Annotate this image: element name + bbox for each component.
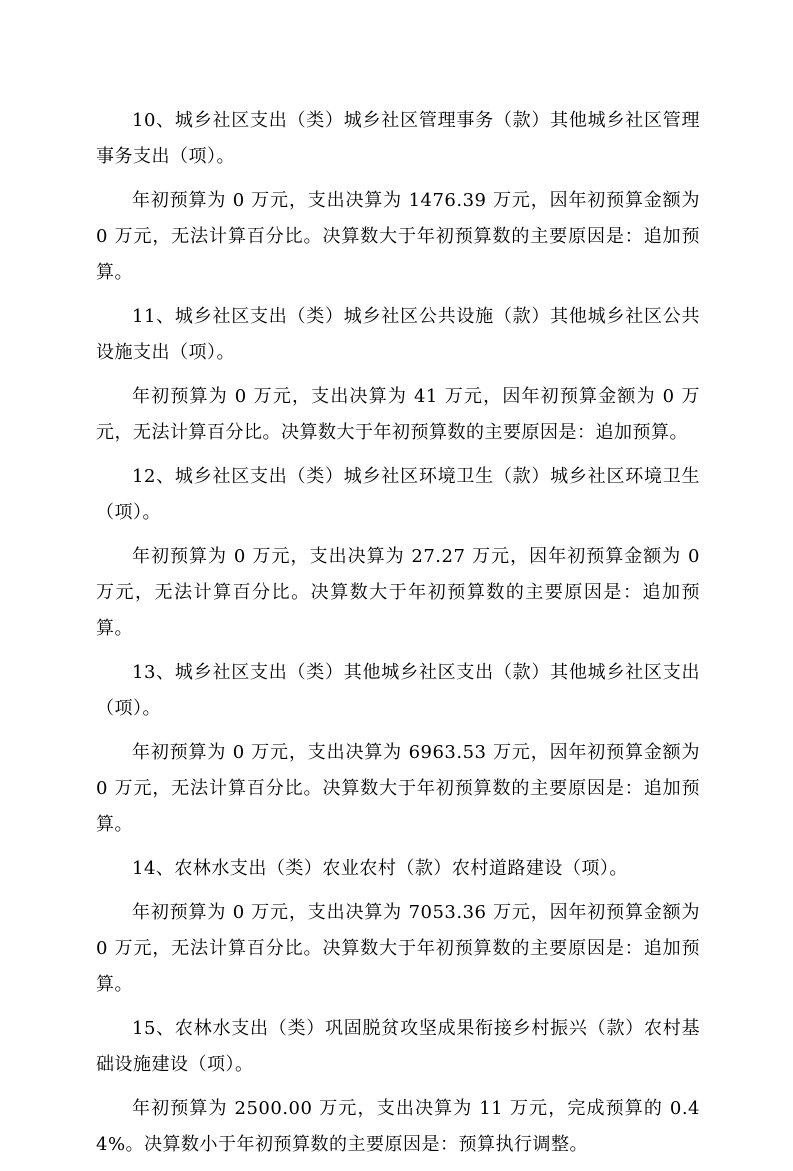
- document-page: [96, 103, 700, 1171]
- budget-item-description-12: 年初预算为 0 万元，支出决算为 27.27 万元，因年初预算金额为 0 万元，无法计算百分比。决算数大于年初预算数的主要原因是：追加预算。: [96, 546, 700, 639]
- budget-item-heading-10: 10、城乡社区支出（类）城乡社区管理事务（款）其他城乡社区管理事务支出（项）。: [96, 110, 700, 167]
- budget-item-heading-13: 13、城乡社区支出（类）其他城乡社区支出（款）其他城乡社区支出（项）。: [96, 662, 700, 719]
- budget-item-heading-11: 11、城乡社区支出（类）城乡社区公共设施（款）其他城乡社区公共设施支出（项）。: [96, 306, 700, 363]
- budget-item-heading-12: 12、城乡社区支出（类）城乡社区环境卫生（款）城乡社区环境卫生（项）。: [96, 466, 700, 523]
- budget-item-description-13: 年初预算为 0 万元，支出决算为 6963.53 万元，因年初预算金额为 0 万元，无法计算百分比。决算数大于年初预算数的主要原因是：追加预算。: [96, 742, 700, 835]
- budget-item-description-11: 年初预算为 0 万元，支出决算为 41 万元，因年初预算金额为 0 万元，无法计算百分比。决算数大于年初预算数的主要原因是：追加预算。: [96, 386, 700, 443]
- budget-item-heading-14: 14、农林水支出（类）农业农村（款）农村道路建设（项）。: [132, 858, 628, 879]
- budget-item-description-10: 年初预算为 0 万元，支出决算为 1476.39 万元，因年初预算金额为 0 万元，无法计算百分比。决算数大于年初预算数的主要原因是：追加预算。: [96, 190, 700, 283]
- budget-item-description-14: 年初预算为 0 万元，支出决算为 7053.36 万元，因年初预算金额为 0 万元，无法计算百分比。决算数大于年初预算数的主要原因是：追加预算。: [96, 902, 700, 995]
- budget-item-heading-15: 15、农林水支出（类）巩固脱贫攻坚成果衔接乡村振兴（款）农村基础设施建设（项）。: [96, 1018, 700, 1075]
- budget-item-description-15: 年初预算为 2500.00 万元，支出决算为 11 万元，完成预算的 0.44%。决算数小于年初预算数的主要原因是：预算执行调整。: [96, 1098, 700, 1155]
